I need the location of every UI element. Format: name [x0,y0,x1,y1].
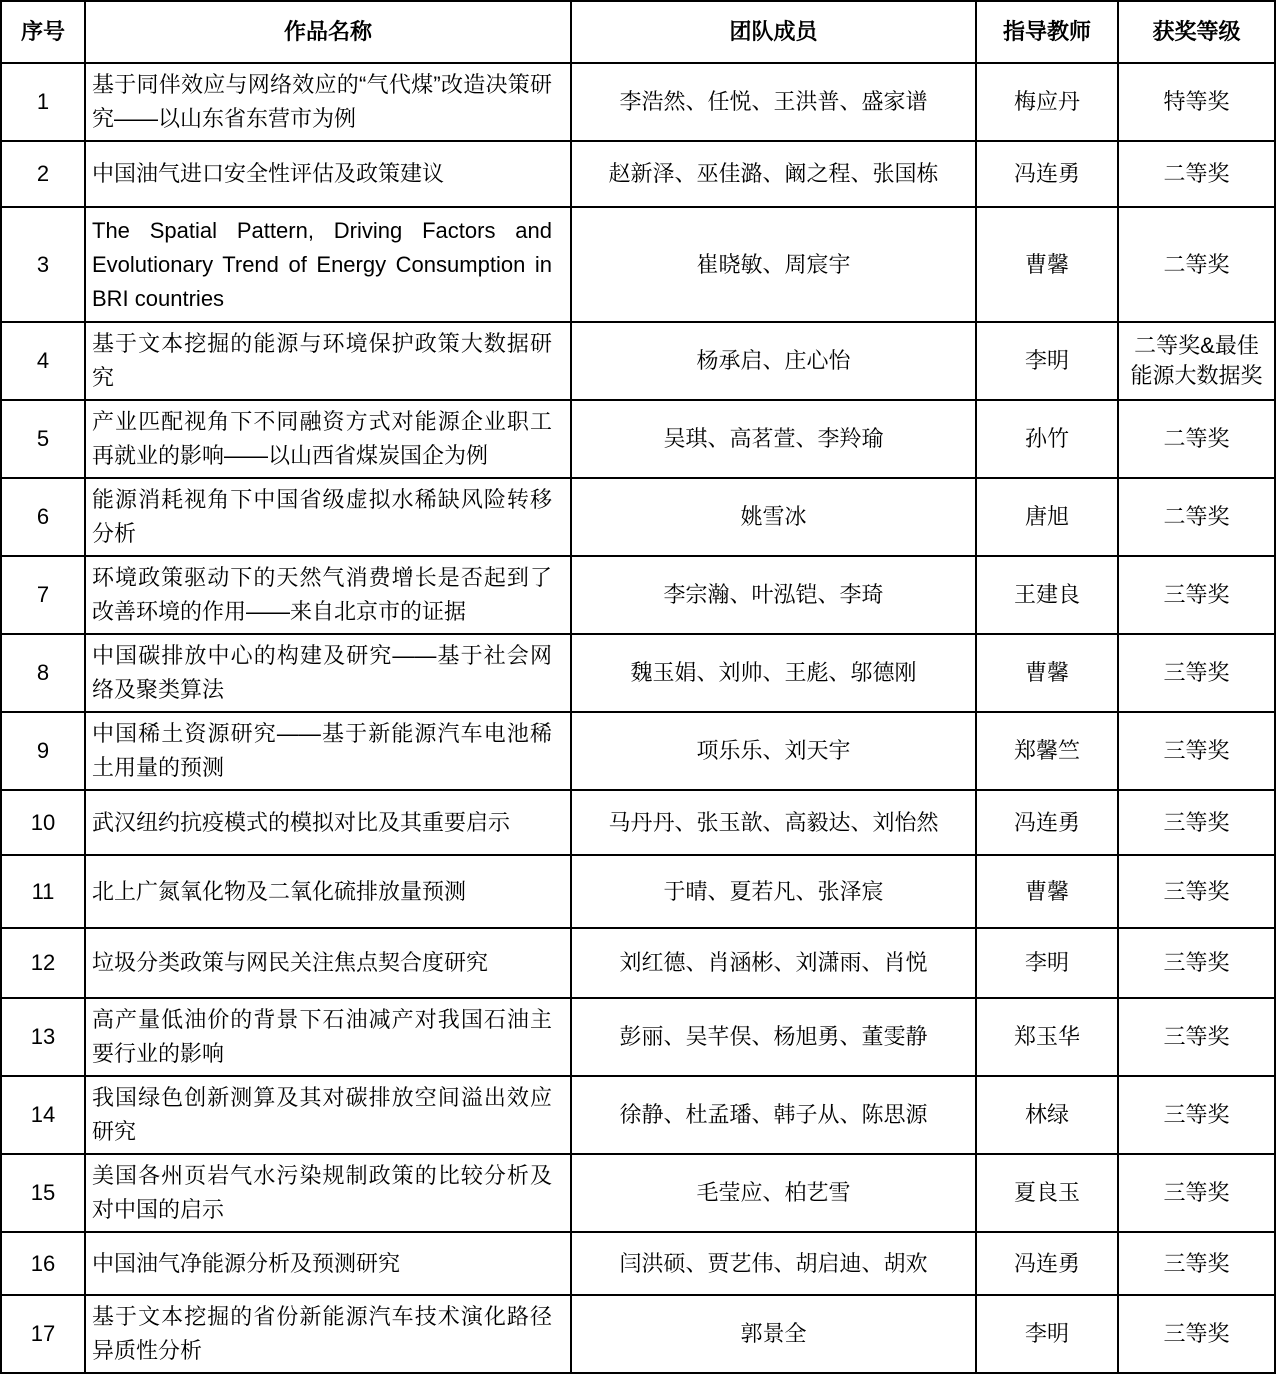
cell-index: 7 [1,556,85,634]
cell-award: 三等奖 [1118,998,1275,1076]
cell-index: 3 [1,207,85,322]
cell-advisor: 冯连勇 [976,141,1118,207]
cell-title: 基于同伴效应与网络效应的“气代煤”改造决策研究——以山东省东营市为例 [85,63,571,141]
cell-members: 李宗瀚、叶泓铠、李琦 [571,556,976,634]
cell-advisor: 王建良 [976,556,1118,634]
table-row [1,1295,1275,1373]
cell-index: 12 [1,928,85,998]
header-cell-award: 获奖等级 [1118,1,1275,63]
cell-title: 中国油气进口安全性评估及政策建议 [85,141,571,207]
cell-title: 美国各州页岩气水污染规制政策的比较分析及对中国的启示 [85,1154,571,1232]
cell-title: 我国绿色创新测算及其对碳排放空间溢出效应研究 [85,1076,571,1154]
table-row [1,998,1275,1076]
header-cell-index: 序号 [1,1,85,63]
cell-award: 三等奖 [1118,1295,1275,1373]
cell-index: 8 [1,634,85,712]
cell-members: 郭景全 [571,1295,976,1373]
cell-title: 武汉纽约抗疫模式的模拟对比及其重要启示 [85,790,571,855]
cell-advisor: 郑馨竺 [976,712,1118,790]
cell-members: 李浩然、任悦、王洪普、盛家谱 [571,63,976,141]
cell-award: 三等奖 [1118,712,1275,790]
cell-members: 马丹丹、张玉歆、高毅达、刘怡然 [571,790,976,855]
cell-advisor: 郑玉华 [976,998,1118,1076]
cell-award: 三等奖 [1118,928,1275,998]
header-cell-members: 团队成员 [571,1,976,63]
table-row [1,928,1275,998]
cell-advisor: 冯连勇 [976,790,1118,855]
cell-index: 16 [1,1232,85,1295]
cell-award: 三等奖 [1118,1232,1275,1295]
cell-index: 9 [1,712,85,790]
cell-title: 中国稀土资源研究——基于新能源汽车电池稀土用量的预测 [85,712,571,790]
table-row [1,322,1275,400]
cell-members: 赵新泽、巫佳潞、阚之程、张国栋 [571,141,976,207]
table-row [1,478,1275,556]
table-row [1,790,1275,855]
cell-advisor: 曹馨 [976,855,1118,928]
cell-advisor: 曹馨 [976,634,1118,712]
cell-award: 二等奖 [1118,478,1275,556]
cell-title: 基于文本挖掘的省份新能源汽车技术演化路径异质性分析 [85,1295,571,1373]
cell-index: 10 [1,790,85,855]
cell-award: 三等奖 [1118,556,1275,634]
cell-award: 三等奖 [1118,790,1275,855]
cell-title: 中国油气净能源分析及预测研究 [85,1232,571,1295]
cell-index: 11 [1,855,85,928]
cell-award: 三等奖 [1118,1076,1275,1154]
cell-award: 二等奖 [1118,400,1275,478]
table-row [1,855,1275,928]
cell-title: 环境政策驱动下的天然气消费增长是否起到了改善环境的作用——来自北京市的证据 [85,556,571,634]
cell-award: 二等奖&最佳能源大数据奖 [1118,322,1275,400]
cell-index: 13 [1,998,85,1076]
header-cell-title: 作品名称 [85,1,571,63]
cell-advisor: 夏良玉 [976,1154,1118,1232]
cell-index: 1 [1,63,85,141]
cell-title: 高产量低油价的背景下石油减产对我国石油主要行业的影响 [85,998,571,1076]
cell-index: 17 [1,1295,85,1373]
cell-advisor: 李明 [976,1295,1118,1373]
table-row [1,207,1275,322]
cell-advisor: 曹馨 [976,207,1118,322]
cell-members: 崔晓敏、周宸宇 [571,207,976,322]
header-cell-advisor: 指导教师 [976,1,1118,63]
cell-members: 毛莹应、柏艺雪 [571,1154,976,1232]
cell-advisor: 冯连勇 [976,1232,1118,1295]
cell-index: 6 [1,478,85,556]
cell-award: 二等奖 [1118,207,1275,322]
cell-members: 刘红德、肖涵彬、刘潇雨、肖悦 [571,928,976,998]
cell-members: 魏玉娟、刘帅、王彪、邬德刚 [571,634,976,712]
cell-title: 产业匹配视角下不同融资方式对能源企业职工再就业的影响——以山西省煤炭国企为例 [85,400,571,478]
cell-index: 2 [1,141,85,207]
cell-advisor: 孙竹 [976,400,1118,478]
cell-title: 垃圾分类政策与网民关注焦点契合度研究 [85,928,571,998]
cell-members: 项乐乐、刘天宇 [571,712,976,790]
cell-title: 基于文本挖掘的能源与环境保护政策大数据研究 [85,322,571,400]
cell-index: 14 [1,1076,85,1154]
cell-members: 彭丽、吴芊俣、杨旭勇、董雯静 [571,998,976,1076]
cell-advisor: 李明 [976,322,1118,400]
cell-members: 姚雪冰 [571,478,976,556]
table-row [1,1154,1275,1232]
cell-index: 5 [1,400,85,478]
cell-members: 于晴、夏若凡、张泽宸 [571,855,976,928]
cell-title: The Spatial Pattern, Driving Factors and Evolutionary Trend of Energy Consumption in BRI countries [85,207,571,322]
cell-members: 徐静、杜孟璠、韩子从、陈思源 [571,1076,976,1154]
cell-advisor: 梅应丹 [976,63,1118,141]
table-row [1,634,1275,712]
cell-title: 北上广氮氧化物及二氧化硫排放量预测 [85,855,571,928]
table-row [1,712,1275,790]
cell-award: 三等奖 [1118,634,1275,712]
cell-advisor: 唐旭 [976,478,1118,556]
cell-title: 能源消耗视角下中国省级虚拟水稀缺风险转移分析 [85,478,571,556]
header-row [1,1,1275,63]
cell-award: 三等奖 [1118,1154,1275,1232]
table-row [1,141,1275,207]
cell-award: 特等奖 [1118,63,1275,141]
cell-title: 中国碳排放中心的构建及研究——基于社会网络及聚类算法 [85,634,571,712]
table-row [1,400,1275,478]
cell-award: 三等奖 [1118,855,1275,928]
table-body [1,63,1275,1373]
cell-members: 杨承启、庄心怡 [571,322,976,400]
table-row [1,1232,1275,1295]
table-row [1,1076,1275,1154]
table-row [1,63,1275,141]
cell-index: 15 [1,1154,85,1232]
cell-award: 二等奖 [1118,141,1275,207]
cell-advisor: 林绿 [976,1076,1118,1154]
table-row [1,556,1275,634]
cell-members: 吴琪、高茗萱、李羚瑜 [571,400,976,478]
cell-index: 4 [1,322,85,400]
cell-advisor: 李明 [976,928,1118,998]
cell-members: 闫洪硕、贾艺伟、胡启迪、胡欢 [571,1232,976,1295]
